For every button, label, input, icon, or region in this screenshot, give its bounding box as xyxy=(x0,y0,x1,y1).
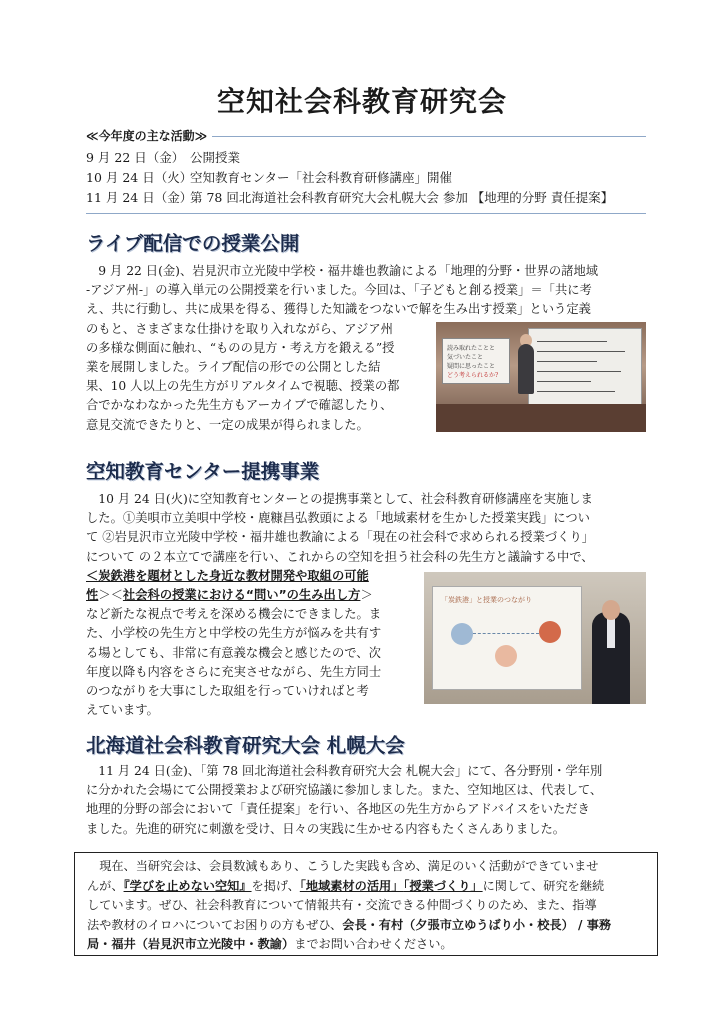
section-heading-center: 空知教育センター提携事業 xyxy=(86,460,320,483)
text-line: えています。 xyxy=(86,703,159,718)
section-heading-conference: 北海道社会科教育研究大会 札幌大会 xyxy=(86,734,405,757)
text-line: る場としても、非常に有意義な機会と感じたので、次 xyxy=(86,645,381,660)
activity-date: 11 月 24 日（金） xyxy=(86,190,193,205)
activity-item xyxy=(86,148,240,166)
activity-text: 第 78 回北海道社会科教育研究大会札幌大会 参加 【地理的分野 責任提案】 xyxy=(190,190,614,205)
text-line: た、小学校の先生方と中学校の先生方が悩みを共有す xyxy=(86,626,382,641)
activity-date: 9 月 22 日（金） xyxy=(86,150,185,165)
text-line: 11 月 24 日(金)、「第 78 回北海道社会科教育研究大会 札幌大会」にて、各分野別・学年別 xyxy=(98,764,603,778)
text-line: 9 月 22 日(金)、岩見沢市立光陵中学校・福井雄也教諭による「地理的分野・世界の諸地域 xyxy=(98,264,599,278)
section-body-conference xyxy=(86,762,646,839)
text-line: 現在、当研究会は、会員数減もあり、こうした実践も含め、満足のいく活動ができていませ xyxy=(99,859,599,873)
text-line: 10 月 24 日(火)に空知教育センターとの提携事業として、社会科教育研修講座を実施しま xyxy=(98,492,593,506)
section-heading-live: ライブ配信での授業公開 xyxy=(86,232,300,255)
text-line: 意見交流できたりと、一定の成果が得られました。 xyxy=(86,417,369,432)
text-line: 果、10 人以上の先生方がリアルタイムで視聴、授業の都 xyxy=(86,379,400,394)
text-line: の多様な側面に触れ、“ものの見方・考え方を鍛える”授 xyxy=(86,340,395,355)
text-line: 年度以降も内容をさらに充実させながら、先生方同士 xyxy=(86,664,382,679)
text-line: に分かれた会場にて公開授業および研究協議に参加しました。また、空知地区は、代表して、 xyxy=(86,783,603,798)
classroom-photo xyxy=(436,322,646,432)
text-line: など新たな視点で考えを深める機会にできました。ま xyxy=(86,607,382,622)
activity-item xyxy=(86,188,613,206)
poster: 読み取れたことと 気づいたこと 疑問に思ったこと どう考えられるか? xyxy=(442,338,510,384)
text-line: え、共に行動し、共に成果を得る、獲得した知識をつないで解を生み出す授業」という定義 xyxy=(86,302,591,317)
text-line: 性＞＜社会科の授業における“問い”の生み出し方＞ xyxy=(86,588,373,603)
text-line: 合でかなわなかった先生方もアーカイブで確認したり、 xyxy=(86,398,393,413)
text-line: 地理的分野の部会において「責任提案」を行い、各地区の先生方からアドバイスをいただき xyxy=(86,802,590,817)
activity-date: 10 月 24 日（火） xyxy=(86,170,193,185)
text-line: ました。先進的研究に刺激を受け、日々の実践に生かせる内容もたくさんありました。 xyxy=(86,821,566,836)
text-line: んが、『学びを止めない空知』を掲げ、「地域素材の活用」「授業づくり」に関して、研究を継続 xyxy=(87,878,605,893)
text-line: 法や教材のイロハについてお困りの方もぜひ、会長・有村（夕張市立ゆうばり小・校長） / 事務 xyxy=(87,917,612,932)
activities-heading: ≪今年度の主な活動≫ xyxy=(86,129,208,143)
text-line: した。①美唄市立美唄中学校・鹿糠昌弘教頭による「地域素材を生かした授業実践」につい xyxy=(86,511,590,526)
lecture-photo xyxy=(424,572,646,704)
text-line: のもと、さまざまな仕掛けを取り入れながら、アジア州 xyxy=(86,321,393,336)
text-line: について の２本立てで講座を行い、これからの空知を担う社会科の先生方と議論する中で、 xyxy=(86,549,594,564)
text-line: 業を展開しました。ライブ配信の形での公開とした結 xyxy=(86,360,381,375)
whiteboard xyxy=(528,328,642,406)
page-title: 空知社会科教育研究会 xyxy=(216,85,507,118)
divider xyxy=(212,136,646,137)
text-line: 局・福井（岩見沢市立光陵中・教諭）までお問い合わせください。 xyxy=(87,937,453,951)
text-line: -アジア州-」の導入単元の公開授業を行いました。今回は、「子どもと創る授業」＝「共に考 xyxy=(86,283,592,298)
activity-item xyxy=(86,168,452,186)
text-line: ＜炭鉄港を題材とした身近な教材開発や取組の可能 xyxy=(86,568,369,583)
divider xyxy=(86,213,646,214)
text-line: のつながりを大事にした取組を行っていければと考 xyxy=(86,684,369,699)
text-line: て ②岩見沢市立光陵中学校・福井雄也教諭による「現在の社会科で求められる授業づくり」 xyxy=(86,530,595,545)
activity-text: 空知教育センター「社会科教育研修講座」開催 xyxy=(190,170,453,185)
projector-screen: 「炭鉄港」と授業のつながり xyxy=(432,586,582,690)
text-line: しています。ぜひ、社会科教育について情報共有・交流できる仲間づくりのため、また、指導 xyxy=(87,898,597,912)
closing-message-box xyxy=(74,852,658,956)
activity-text: 公開授業 xyxy=(190,150,241,165)
